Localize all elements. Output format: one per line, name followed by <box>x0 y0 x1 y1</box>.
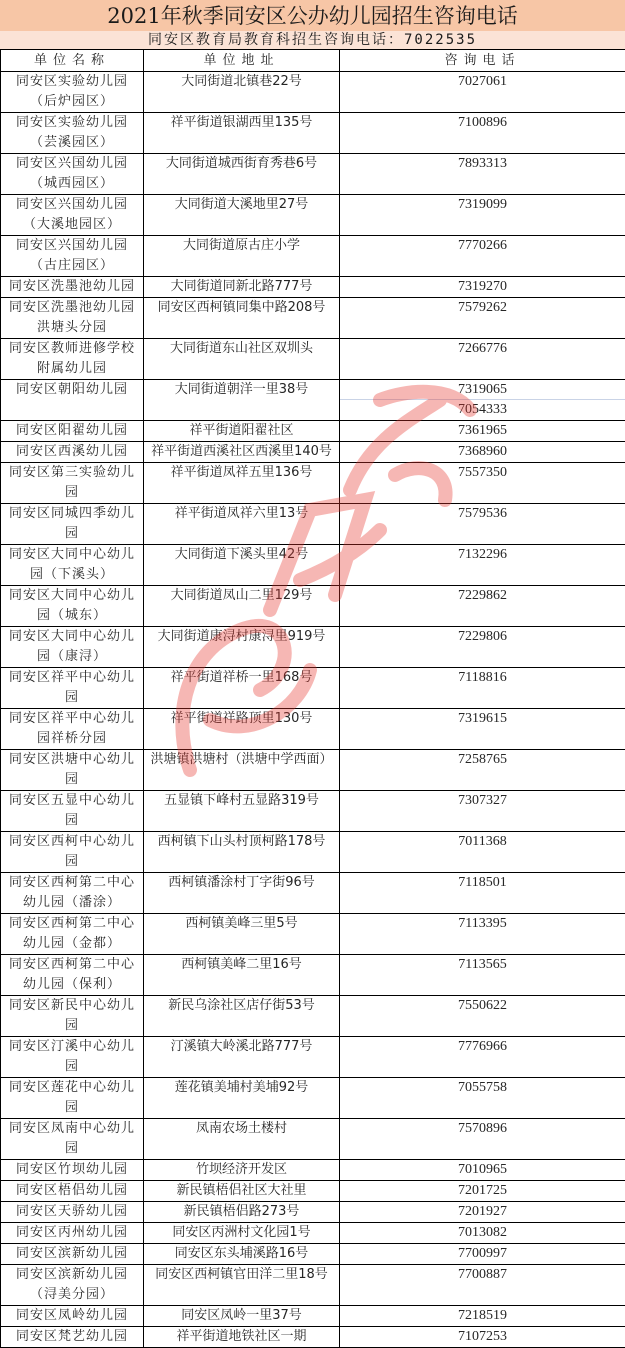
table-row <box>1 1265 625 1306</box>
unit-address-cell: 大同街道大溪地里27号 <box>144 195 340 236</box>
unit-name-cell: 同安区实验幼儿园（芸溪园区） <box>1 113 144 154</box>
phone-cell: 7579262 <box>340 298 625 339</box>
unit-name-cell: 同安区洗墨池幼儿园洪塘头分园 <box>1 298 144 339</box>
unit-name-cell: 同安区朝阳幼儿园 <box>1 380 144 421</box>
phone-cell: 7579536 <box>340 504 625 545</box>
unit-address-cell: 新民镇梧侣社区大社里 <box>144 1181 340 1202</box>
phone-cell: 7113395 <box>340 914 625 955</box>
table-row <box>1 195 625 236</box>
phone-cell: 7266776 <box>340 339 625 380</box>
table-row <box>1 277 625 298</box>
phone-cell: 7229806 <box>340 627 625 668</box>
unit-name-cell: 同安区汀溪中心幼儿园 <box>1 1037 144 1078</box>
unit-name-cell: 同安区凤岭幼儿园 <box>1 1306 144 1327</box>
table-row <box>1 421 625 442</box>
unit-address-cell: 祥平街道祥路顶里130号 <box>144 709 340 750</box>
table-row <box>1 339 625 380</box>
header-phone: 咨询电话 <box>340 50 625 72</box>
unit-address-cell: 同安区凤岭一里37号 <box>144 1306 340 1327</box>
unit-address-cell: 祥平街道凤祥六里13号 <box>144 504 340 545</box>
phone-cell: 7201725 <box>340 1181 625 1202</box>
unit-address-cell: 祥平街道西溪社区西溪里140号 <box>144 442 340 463</box>
unit-address-cell: 大同街道朝洋一里38号 <box>144 380 340 421</box>
table-row <box>1 236 625 277</box>
phone-cell: 7229862 <box>340 586 625 627</box>
table-row <box>1 586 625 627</box>
table-row <box>1 1078 625 1119</box>
unit-address-cell: 大同街道凤山二里129号 <box>144 586 340 627</box>
table-row <box>1 380 625 421</box>
phone-cell: 7319615 <box>340 709 625 750</box>
table-row <box>1 1119 625 1160</box>
unit-name-cell: 同安区洗墨池幼儿园 <box>1 277 144 298</box>
phone-cell: 7770266 <box>340 236 625 277</box>
table-row <box>1 627 625 668</box>
header-unit-name: 单位名称 <box>1 50 144 72</box>
unit-address-cell: 祥平街道银湖西里135号 <box>144 113 340 154</box>
unit-address-cell: 新民镇梧侣路273号 <box>144 1202 340 1223</box>
phone-cell: 7700887 <box>340 1265 625 1306</box>
unit-address-cell: 大同街道北镇巷22号 <box>144 72 340 113</box>
table-row <box>1 463 625 504</box>
unit-address-cell: 西柯镇潘涂村丁字街96号 <box>144 873 340 914</box>
phone-cell: 7893313 <box>340 154 625 195</box>
table-row <box>1 1244 625 1265</box>
phone-cell: 7107253 <box>340 1327 625 1348</box>
unit-address-cell: 大同街道康浔村康浔里919号 <box>144 627 340 668</box>
phone-cell: 7368960 <box>340 442 625 463</box>
unit-address-cell: 大同街道下溪头里42号 <box>144 545 340 586</box>
phone-cell: 7118816 <box>340 668 625 709</box>
unit-address-cell: 莲花镇美埔村美埔92号 <box>144 1078 340 1119</box>
unit-address-cell: 五显镇下峰村五显路319号 <box>144 791 340 832</box>
unit-address-cell: 大同街道东山社区双圳头 <box>144 339 340 380</box>
unit-name-cell: 同安区梧侣幼儿园 <box>1 1181 144 1202</box>
phone-cell: 7319270 <box>340 277 625 298</box>
phone-cell: 7776966 <box>340 1037 625 1078</box>
phone-cell: 7113565 <box>340 955 625 996</box>
table-row <box>1 873 625 914</box>
unit-name-cell: 同安区实验幼儿园（后炉园区） <box>1 72 144 113</box>
unit-name-cell: 同安区滨新幼儿园 <box>1 1244 144 1265</box>
unit-name-cell: 同安区大同中心幼儿园（城东） <box>1 586 144 627</box>
table-row <box>1 1306 625 1327</box>
table-row <box>1 996 625 1037</box>
unit-name-cell: 同安区丙州幼儿园 <box>1 1223 144 1244</box>
table-row <box>1 1181 625 1202</box>
table-row <box>1 504 625 545</box>
unit-address-cell: 大同街道城西街育秀巷6号 <box>144 154 340 195</box>
unit-name-cell: 同安区祥平中心幼儿园祥桥分园 <box>1 709 144 750</box>
table-row <box>1 1037 625 1078</box>
unit-name-cell: 同安区凤南中心幼儿园 <box>1 1119 144 1160</box>
unit-name-cell: 同安区第三实验幼儿园 <box>1 463 144 504</box>
unit-name-cell: 同安区大同中心幼儿园（康浔） <box>1 627 144 668</box>
table-row <box>1 154 625 195</box>
unit-name-cell: 同安区兴国幼儿园（城西园区） <box>1 154 144 195</box>
unit-name-cell: 同安区天骄幼儿园 <box>1 1202 144 1223</box>
table-row <box>1 955 625 996</box>
unit-address-cell: 祥平街道地铁社区一期 <box>144 1327 340 1348</box>
unit-address-cell: 西柯镇下山头村顶柯路178号 <box>144 832 340 873</box>
unit-name-cell: 同安区西溪幼儿园 <box>1 442 144 463</box>
unit-name-cell: 同安区新民中心幼儿园 <box>1 996 144 1037</box>
unit-address-cell: 汀溪镇大岭溪北路777号 <box>144 1037 340 1078</box>
unit-name-cell: 同安区莲花中心幼儿园 <box>1 1078 144 1119</box>
unit-name-cell: 同安区五显中心幼儿园 <box>1 791 144 832</box>
phone-cell: 7550622 <box>340 996 625 1037</box>
phone-cell: 7700997 <box>340 1244 625 1265</box>
phone-cell: 7027061 <box>340 72 625 113</box>
unit-address-cell: 凤南农场土楼村 <box>144 1119 340 1160</box>
unit-address-cell: 大同街道原古庄小学 <box>144 236 340 277</box>
unit-address-cell: 同安区丙洲村文化园1号 <box>144 1223 340 1244</box>
phone-cell: 7132296 <box>340 545 625 586</box>
table-row <box>1 72 625 113</box>
kindergarten-contact-table <box>0 49 625 1348</box>
table-row <box>1 914 625 955</box>
unit-name-cell: 同安区兴国幼儿园（古庄园区） <box>1 236 144 277</box>
unit-address-cell: 大同街道同新北路777号 <box>144 277 340 298</box>
phone-cell <box>340 380 625 421</box>
phone-number-secondary: 7054333 <box>340 400 625 419</box>
table-header-row <box>1 50 625 72</box>
table-row <box>1 1160 625 1181</box>
table-row <box>1 750 625 791</box>
table-row <box>1 1223 625 1244</box>
unit-name-cell: 同安区滨新幼儿园（浔美分园） <box>1 1265 144 1306</box>
unit-address-cell: 祥平街道祥桥一里168号 <box>144 668 340 709</box>
unit-address-cell: 西柯镇美峰二里16号 <box>144 955 340 996</box>
unit-name-cell: 同安区西柯第二中心幼儿园（金都） <box>1 914 144 955</box>
page-title: 2021年秋季同安区公办幼儿园招生咨询电话 <box>0 0 625 31</box>
table-row <box>1 832 625 873</box>
table-row <box>1 709 625 750</box>
table-row <box>1 1202 625 1223</box>
phone-cell: 7218519 <box>340 1306 625 1327</box>
unit-address-cell: 洪塘镇洪塘村（洪塘中学西面） <box>144 750 340 791</box>
unit-address-cell: 同安区西柯镇官田洋二里18号 <box>144 1265 340 1306</box>
phone-cell: 7055758 <box>340 1078 625 1119</box>
unit-address-cell: 祥平街道阳翟社区 <box>144 421 340 442</box>
table-row <box>1 668 625 709</box>
phone-cell: 7361965 <box>340 421 625 442</box>
phone-cell: 7258765 <box>340 750 625 791</box>
phone-cell: 7011368 <box>340 832 625 873</box>
table-row <box>1 1327 625 1348</box>
phone-cell: 7013082 <box>340 1223 625 1244</box>
hotline-subtitle: 同安区教育局教育科招生咨询电话：7022535 <box>0 31 625 49</box>
unit-name-cell: 同安区梵艺幼儿园 <box>1 1327 144 1348</box>
unit-name-cell: 同安区阳翟幼儿园 <box>1 421 144 442</box>
unit-name-cell: 同安区大同中心幼儿园（下溪头） <box>1 545 144 586</box>
unit-address-cell: 同安区西柯镇同集中路208号 <box>144 298 340 339</box>
unit-name-cell: 同安区西柯中心幼儿园 <box>1 832 144 873</box>
phone-cell: 7201927 <box>340 1202 625 1223</box>
header-unit-address: 单位地址 <box>144 50 340 72</box>
phone-cell: 7557350 <box>340 463 625 504</box>
table-row <box>1 442 625 463</box>
unit-address-cell: 竹坝经济开发区 <box>144 1160 340 1181</box>
unit-name-cell: 同安区洪塘中心幼儿园 <box>1 750 144 791</box>
unit-name-cell: 同安区西柯第二中心幼儿园（潘涂） <box>1 873 144 914</box>
unit-address-cell: 新民乌涂社区店仔街53号 <box>144 996 340 1037</box>
phone-cell: 7100896 <box>340 113 625 154</box>
unit-name-cell: 同安区兴国幼儿园（大溪地园区） <box>1 195 144 236</box>
table-row <box>1 298 625 339</box>
table-row <box>1 113 625 154</box>
phone-cell: 7570896 <box>340 1119 625 1160</box>
phone-cell: 7319099 <box>340 195 625 236</box>
unit-name-cell: 同安区祥平中心幼儿园 <box>1 668 144 709</box>
unit-name-cell: 同安区竹坝幼儿园 <box>1 1160 144 1181</box>
phone-number-primary: 7319065 <box>340 380 625 400</box>
unit-name-cell: 同安区教师进修学校附属幼儿园 <box>1 339 144 380</box>
phone-cell: 7118501 <box>340 873 625 914</box>
unit-name-cell: 同安区同城四季幼儿园 <box>1 504 144 545</box>
phone-cell: 7010965 <box>340 1160 625 1181</box>
table-row <box>1 545 625 586</box>
unit-address-cell: 西柯镇美峰三里5号 <box>144 914 340 955</box>
phone-cell: 7307327 <box>340 791 625 832</box>
unit-address-cell: 祥平街道凤祥五里136号 <box>144 463 340 504</box>
table-row <box>1 791 625 832</box>
unit-name-cell: 同安区西柯第二中心幼儿园（保利） <box>1 955 144 996</box>
unit-address-cell: 同安区东头埔溪路16号 <box>144 1244 340 1265</box>
